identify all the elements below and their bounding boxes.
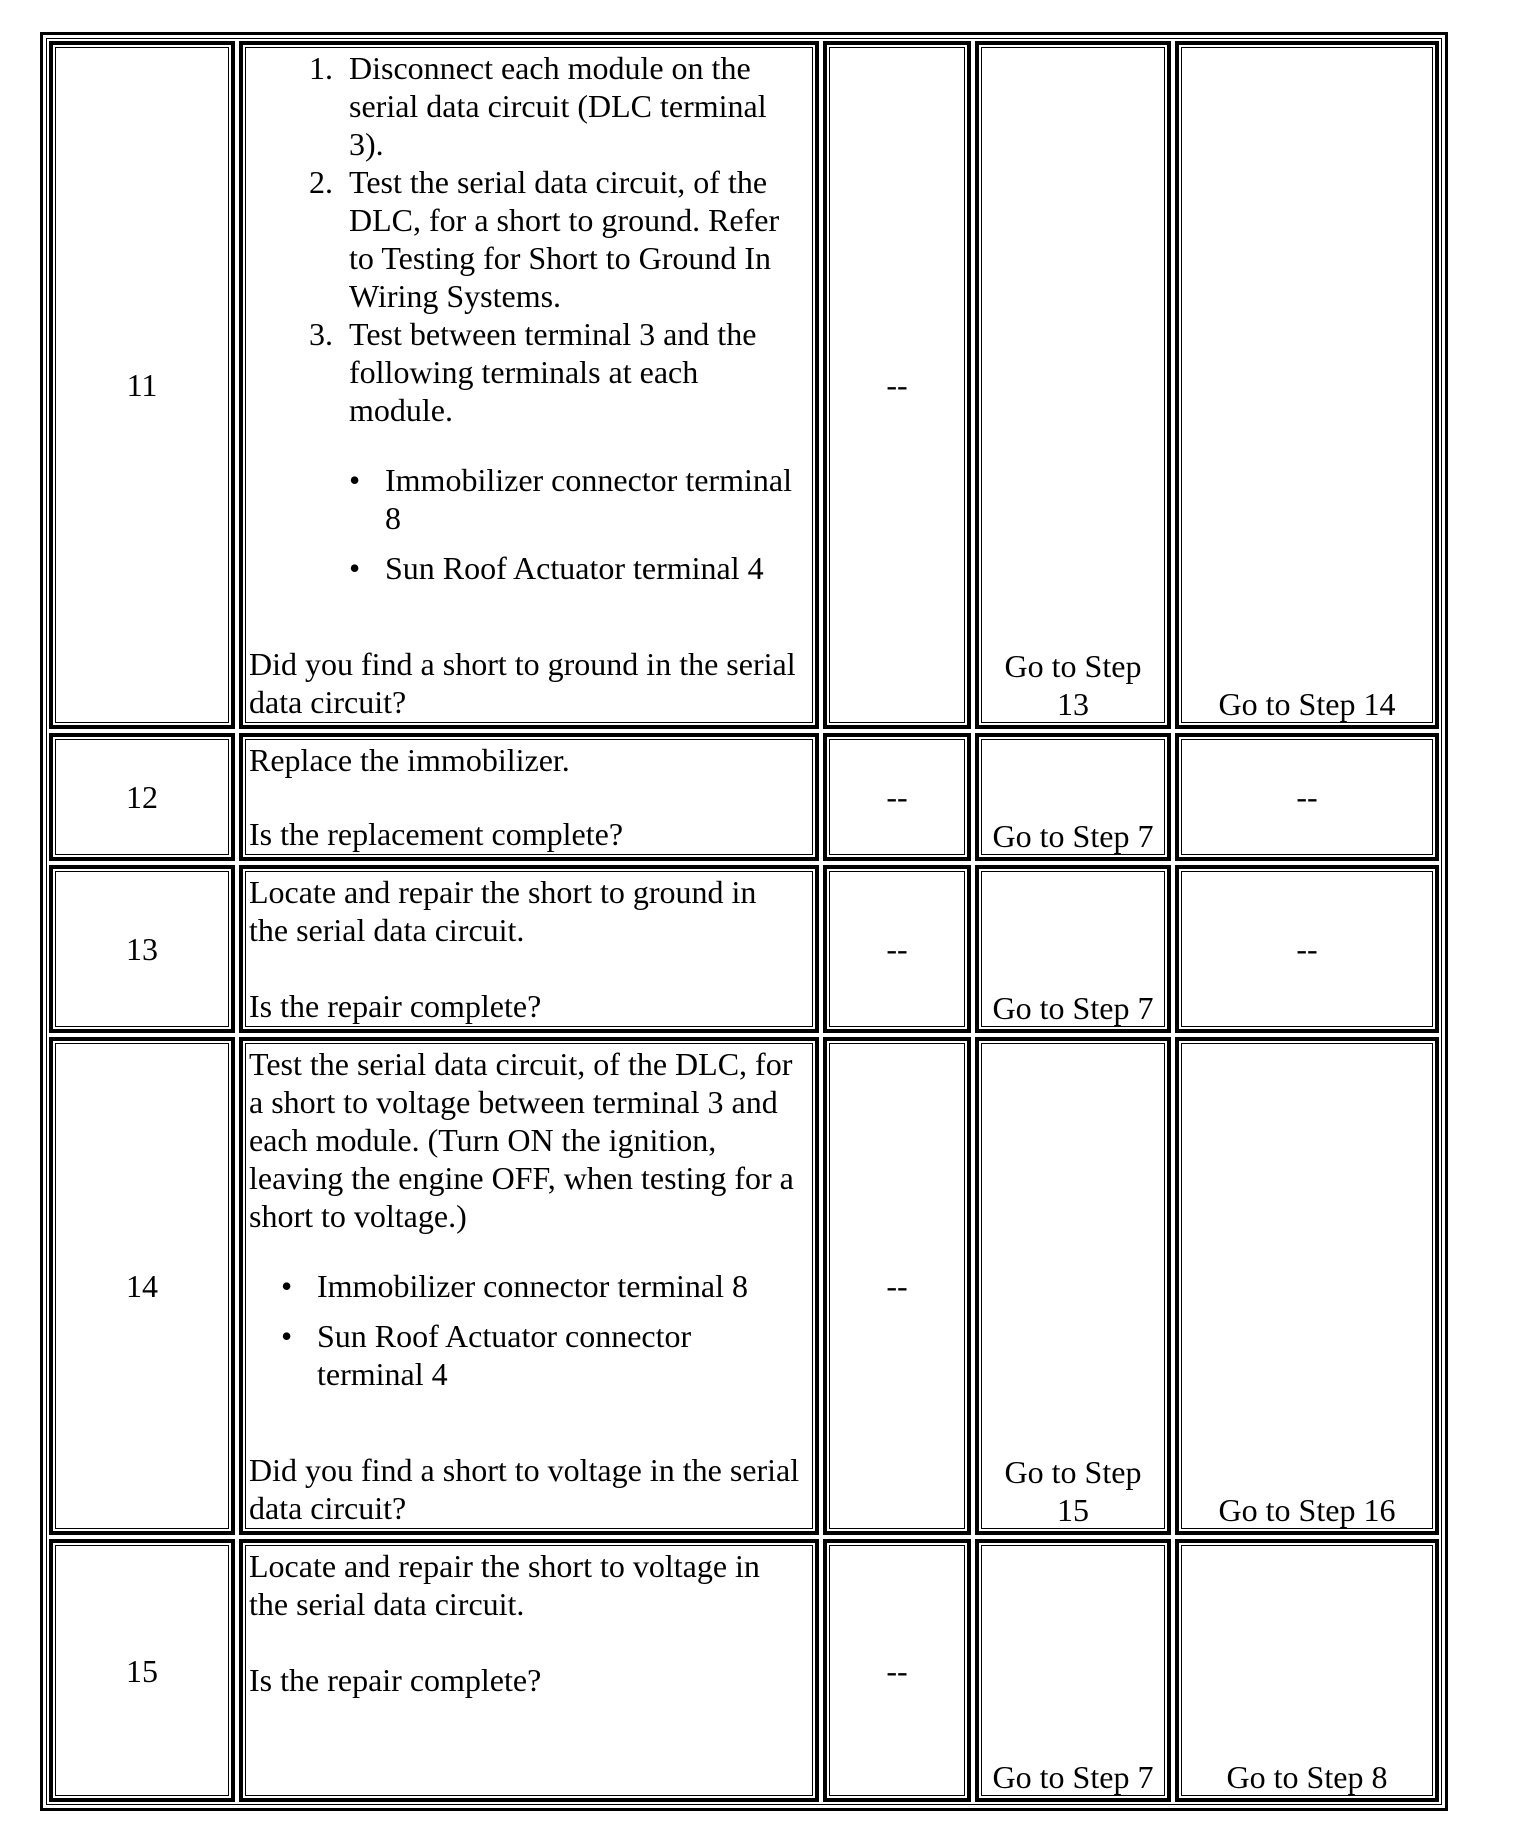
no-goto-link[interactable]: Go to Step 16 xyxy=(1218,1492,1396,1528)
terminal-item: • Sun Roof Actuator connector terminal 4 xyxy=(273,1317,803,1393)
step-number-cell xyxy=(49,1037,235,1535)
action-text: Locate and repair the short to voltage in the serial data circuit. xyxy=(249,1548,760,1622)
terminal-list xyxy=(249,461,803,587)
yes-goto-link[interactable]: Go to Step 15 xyxy=(1004,1454,1142,1528)
question-text: Is the repair complete? xyxy=(249,1662,542,1698)
yes-goto-link[interactable]: Go to Step 7 xyxy=(992,990,1154,1026)
action-cell xyxy=(239,865,819,1033)
no-goto-link[interactable]: Go to Step 8 xyxy=(1226,1759,1388,1795)
action-cell xyxy=(239,733,819,861)
step-number: 15 xyxy=(126,1652,158,1689)
value-text: -- xyxy=(886,1652,908,1689)
instruction-item: 3. Test between terminal 3 and the following terminals at each module. xyxy=(341,315,803,429)
step-number: 12 xyxy=(126,779,158,815)
yes-goto-link[interactable]: Go to Step 7 xyxy=(992,818,1154,854)
instruction-item: 1. Disconnect each module on the serial data circuit (DLC terminal 3). xyxy=(341,49,803,163)
action-cell xyxy=(239,41,819,729)
terminal-item: • Sun Roof Actuator terminal 4 xyxy=(341,549,803,587)
no-value-text: -- xyxy=(1296,931,1318,967)
no-cell xyxy=(1175,733,1439,861)
value-cell xyxy=(823,41,971,729)
value-text: -- xyxy=(886,1268,908,1304)
terminal-item: • Immobilizer connector terminal 8 xyxy=(273,1267,803,1305)
action-cell xyxy=(239,1539,819,1802)
action-text: Test the serial data circuit, of the DLC, for a short to voltage between terminal 3 and each module. (Turn ON the ignition, leaving the engine OFF, when testing for a short to voltage.) xyxy=(249,1046,794,1234)
numbered-instructions xyxy=(249,49,803,429)
question-text: Is the repair complete? xyxy=(249,988,542,1024)
action-text: Replace the immobilizer. xyxy=(249,742,570,778)
step-number: 13 xyxy=(126,931,158,967)
value-cell xyxy=(823,1037,971,1535)
value-cell xyxy=(823,733,971,861)
no-cell xyxy=(1175,1037,1439,1535)
yes-cell xyxy=(975,1037,1171,1535)
step-number-cell xyxy=(49,865,235,1033)
value-text: -- xyxy=(886,779,908,815)
no-value-text: -- xyxy=(1296,779,1318,815)
question-text: Is the replacement complete? xyxy=(249,816,624,852)
yes-cell xyxy=(975,865,1171,1033)
action-text: Locate and repair the short to ground in the serial data circuit. xyxy=(249,874,757,948)
step-number-cell xyxy=(49,733,235,861)
action-cell xyxy=(239,1037,819,1535)
step-number-cell xyxy=(49,1539,235,1802)
step-number-cell xyxy=(49,41,235,729)
value-cell xyxy=(823,1539,971,1802)
value-text: -- xyxy=(886,931,908,967)
diagnostic-table xyxy=(40,32,1448,1811)
step-number: 14 xyxy=(126,1268,158,1304)
no-goto-link[interactable]: Go to Step 14 xyxy=(1218,686,1396,722)
value-text: -- xyxy=(886,367,908,403)
step-number: 11 xyxy=(126,367,158,403)
question-text: Did you find a short to voltage in the serial data circuit? xyxy=(249,1452,800,1526)
instruction-item: 2. Test the serial data circuit, of the DLC, for a short to ground. Refer to Testing for Short to Ground In Wiring Systems. xyxy=(341,163,803,315)
yes-cell xyxy=(975,1539,1171,1802)
yes-goto-link[interactable]: Go to Step 13 xyxy=(1004,648,1142,722)
yes-cell xyxy=(975,733,1171,861)
terminal-list xyxy=(249,1267,803,1393)
value-cell xyxy=(823,865,971,1033)
terminal-item: • Immobilizer connector terminal 8 xyxy=(341,461,803,537)
yes-cell xyxy=(975,41,1171,729)
question-text: Did you find a short to ground in the serial data circuit? xyxy=(249,646,796,720)
no-cell xyxy=(1175,1539,1439,1802)
no-cell xyxy=(1175,41,1439,729)
no-cell xyxy=(1175,865,1439,1033)
yes-goto-link[interactable]: Go to Step 7 xyxy=(992,1759,1154,1795)
